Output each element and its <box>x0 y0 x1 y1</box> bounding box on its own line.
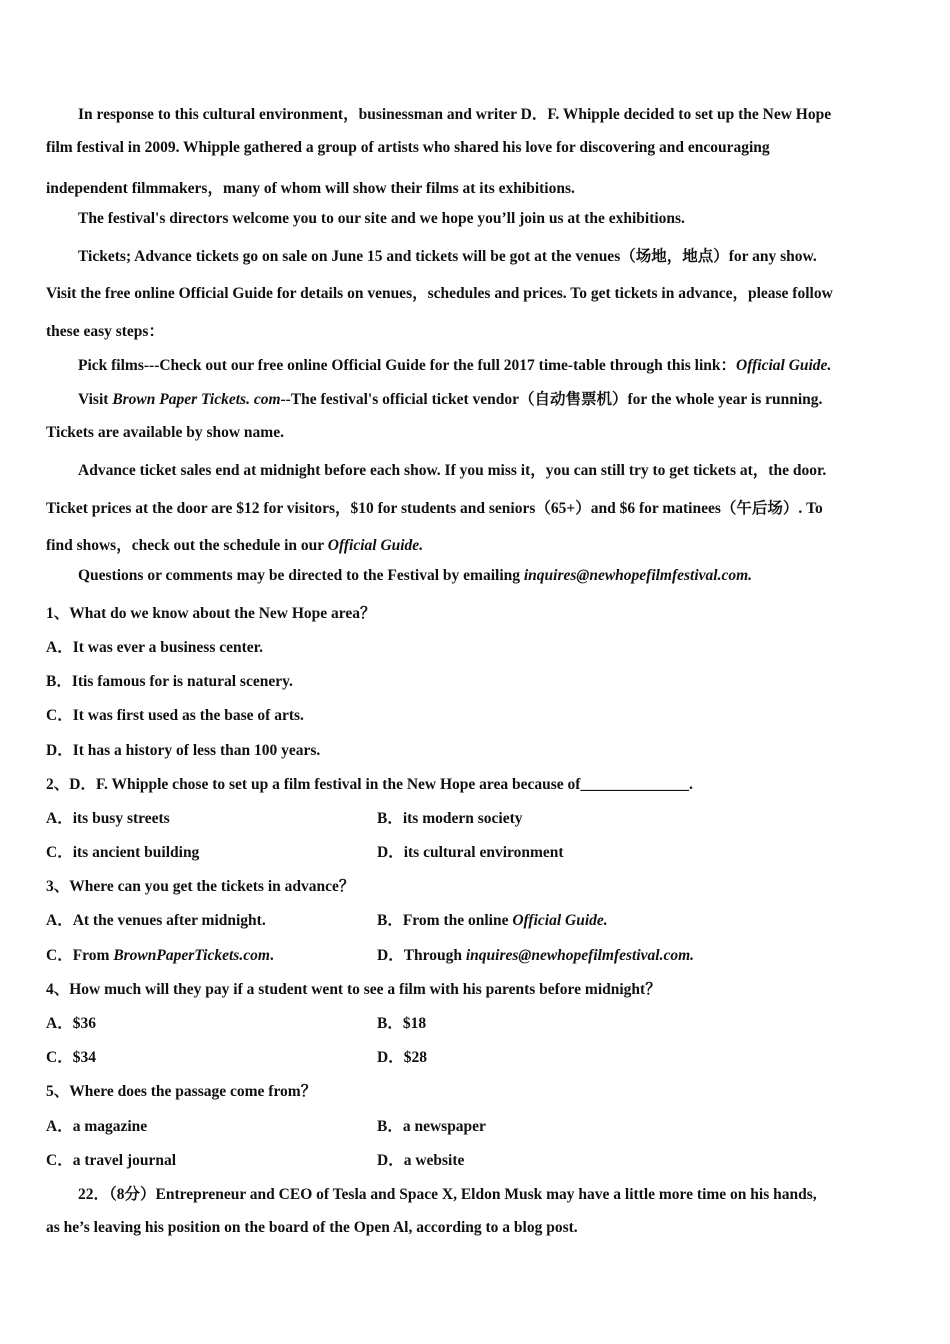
passage-p7-pre: Questions or comments may be directed to the Festival by emailing <box>78 567 524 584</box>
question-5-option-a[interactable]: A．a magazine <box>46 1118 148 1135</box>
question-2-option-d[interactable]: D．its cultural environment <box>377 844 564 861</box>
question-3-option-b-link: Official Guide. <box>512 912 608 929</box>
question-3-option-a[interactable]: A．At the venues after midnight. <box>46 912 266 929</box>
passage-p5-pre: Visit <box>78 391 113 408</box>
question-3-option-c[interactable] <box>46 947 274 964</box>
question-3-option-b[interactable] <box>377 908 608 930</box>
question-3-row-1 <box>46 908 608 930</box>
question-1-option-c[interactable]: C．It was first used as the base of arts. <box>46 707 304 724</box>
question-1-option-d[interactable]: D．It has a history of less than 100 years. <box>46 742 321 759</box>
question-4-row-1 <box>46 1011 427 1033</box>
question-3-stem: 3、Where can you get the tickets in advance？ <box>46 878 355 895</box>
question-4-option-c[interactable]: C．$34 <box>46 1049 96 1066</box>
passage-p3-line1: Tickets; Advance tickets go on sale on June 15 and tickets will be got at the venues（场地，地点）for any show. <box>78 248 817 265</box>
question-3-option-c-link: BrownPaperTickets.com <box>113 947 270 964</box>
question-4-row-2 <box>46 1045 427 1067</box>
question-5-stem: 5、Where does the passage come from？ <box>46 1083 317 1100</box>
question-5-option-b[interactable]: B．a newspaper <box>377 1118 486 1135</box>
next-passage-line1: 22．（8分）Entrepreneur and CEO of Tesla and Space X, Eldon Musk may have a little more time on his hands, <box>78 1186 817 1203</box>
passage-p2: The festival's directors welcome you to our site and we hope you’ll join us at the exhibitions. <box>78 210 685 227</box>
passage-p6-pre: find shows，check out the schedule in our <box>46 537 328 554</box>
passage-p7 <box>78 567 752 585</box>
question-3-option-d-link: inquires@newhopefilmfestival.com. <box>465 947 695 964</box>
passage-p4 <box>78 353 831 375</box>
question-2-option-c[interactable]: C．its ancient building <box>46 844 200 861</box>
passage-p5-line1 <box>78 387 822 409</box>
question-2-row-1 <box>46 806 523 828</box>
question-4-option-a[interactable]: A．$36 <box>46 1015 96 1032</box>
passage-p6-line3 <box>46 533 423 555</box>
passage-p5-post: --The festival's official ticket vendor（自动售票机）for the whole year is running. <box>280 391 823 408</box>
question-3-option-d-text: D．Through <box>377 947 466 964</box>
passage-p1-line1: In response to this cultural environment，businessman and writer D．F. Whipple decided to set up the New Hope <box>78 106 832 123</box>
question-1-option-a[interactable]: A．It was ever a business center. <box>46 639 263 656</box>
passage-p6-line2: Ticket prices at the door are $12 for visitors，$10 for students and seniors（65+）and $6 for matinees（午后场）. To <box>46 500 823 517</box>
question-3-option-b-text: B．From the online <box>377 912 513 929</box>
question-3-option-c-post: . <box>269 947 274 964</box>
festival-email-link[interactable]: inquires@newhopefilmfestival.com. <box>523 567 753 584</box>
question-4-option-d[interactable]: D．$28 <box>377 1049 427 1066</box>
passage-p5-line2: Tickets are available by show name. <box>46 424 284 441</box>
official-guide-link-2[interactable]: Official Guide. <box>327 537 424 554</box>
official-guide-link[interactable]: Official Guide. <box>736 357 832 374</box>
passage-p1-line2: film festival in 2009. Whipple gathered a group of artists who shared his love for discovering and encouraging <box>46 139 770 156</box>
question-5-option-d[interactable]: D．a website <box>377 1152 465 1169</box>
question-4-option-b[interactable]: B．$18 <box>377 1015 427 1032</box>
question-1-stem: 1、What do we know about the New Hope area？ <box>46 605 376 622</box>
question-3-row-2 <box>46 943 695 965</box>
question-3-option-c-text: C．From <box>46 947 114 964</box>
passage-p6-line1: Advance ticket sales end at midnight before each show. If you miss it，you can still try to get tickets at，the door. <box>78 462 827 479</box>
question-3-option-d[interactable] <box>377 943 694 965</box>
question-5-row-1 <box>46 1114 486 1136</box>
question-2-option-a[interactable]: A．its busy streets <box>46 810 170 827</box>
question-4-stem: 4、How much will they pay if a student went to see a film with his parents before midnight？ <box>46 981 661 998</box>
next-passage-line2: as he’s leaving his position on the board of the Open Al, according to a blog post. <box>46 1219 578 1236</box>
question-2-stem: 2、D．F. Whipple chose to set up a film festival in the New Hope area because of______________. <box>46 776 693 793</box>
question-5-option-c[interactable]: C．a travel journal <box>46 1152 177 1169</box>
passage-p1-line3: independent filmmakers，many of whom will show their films at its exhibitions. <box>46 180 575 197</box>
brown-paper-tickets-link[interactable]: Brown Paper Tickets. com <box>112 391 281 408</box>
passage-p4-text: Pick films---Check out our free online Official Guide for the full 2017 time-table through this link： <box>78 357 737 374</box>
passage-p3-line2: Visit the free online Official Guide for details on venues，schedules and prices. To get tickets in advance，please follow <box>46 285 833 302</box>
question-5-row-2 <box>46 1148 465 1170</box>
question-2-row-2 <box>46 840 564 862</box>
passage-p3-line3: these easy steps： <box>46 323 164 340</box>
question-2-option-b[interactable]: B．its modern society <box>377 810 523 827</box>
question-1-option-b[interactable]: B．Itis famous for is natural scenery. <box>46 673 293 690</box>
